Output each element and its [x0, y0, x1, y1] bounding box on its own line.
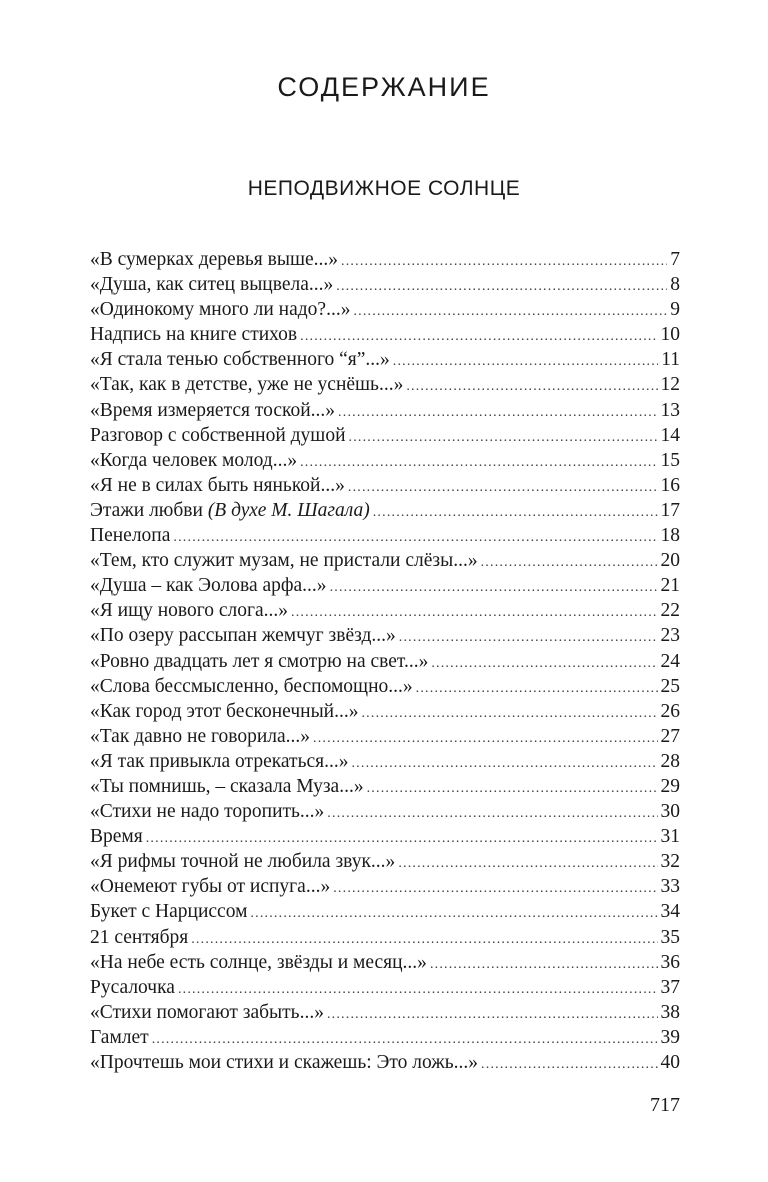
toc-entry[interactable]	[90, 347, 680, 372]
toc-dot-leader	[336, 274, 667, 297]
toc-entry[interactable]	[90, 1000, 680, 1025]
toc-dot-leader	[300, 450, 657, 473]
toc-entry[interactable]	[90, 699, 680, 724]
toc-entry-title	[90, 448, 300, 473]
toc-entry-title-text: «На небе есть солнце, звёзды и месяц...»	[90, 951, 427, 973]
toc-dot-leader	[152, 1027, 658, 1050]
toc-entry-title	[90, 975, 178, 1000]
toc-entry-title-text: «Душа – как Эолова арфа...»	[90, 575, 327, 597]
table-of-contents	[90, 247, 680, 1075]
toc-entry[interactable]	[90, 372, 680, 397]
toc-entry[interactable]	[90, 674, 680, 699]
toc-entry-title-text: «Так, как в детстве, уже не уснёшь...»	[90, 374, 404, 396]
toc-entry-title	[90, 774, 367, 799]
toc-entry-title-text: «Я не в силах быть нянькой...»	[90, 474, 345, 496]
toc-dot-leader	[330, 575, 658, 598]
toc-dot-leader	[399, 625, 658, 648]
toc-entry-title	[90, 799, 327, 824]
toc-entry-title	[90, 925, 191, 950]
toc-entry-page: 20	[660, 550, 680, 572]
toc-entry[interactable]	[90, 950, 680, 975]
toc-dot-leader	[300, 324, 657, 347]
toc-entry-page: 28	[660, 750, 680, 772]
toc-dot-leader	[373, 500, 658, 523]
toc-entry-title	[90, 247, 341, 272]
toc-entry-page: 10	[660, 324, 680, 346]
toc-entry[interactable]	[90, 322, 680, 347]
toc-entry-title-text: «Я стала тенью собственного “я”...»	[90, 349, 390, 371]
toc-entry-title-text: «Так давно не говорила...»	[90, 725, 311, 747]
toc-dot-leader	[430, 952, 658, 975]
toc-entry-page: 14	[660, 424, 680, 446]
page-number: 717	[650, 1094, 680, 1116]
toc-entry[interactable]	[90, 448, 680, 473]
toc-dot-leader	[327, 801, 657, 824]
toc-entry-page: 33	[660, 876, 680, 898]
toc-entry-title	[90, 1050, 481, 1075]
toc-dot-leader	[348, 475, 658, 498]
toc-entry-page: 13	[660, 399, 680, 421]
toc-dot-leader	[406, 374, 657, 397]
toc-entry[interactable]	[90, 1050, 680, 1075]
toc-dot-leader	[327, 1002, 658, 1025]
toc-dot-leader	[173, 525, 657, 548]
toc-entry[interactable]	[90, 724, 680, 749]
toc-entry-title-text: «Онемеют губы от испуга...»	[90, 876, 331, 898]
toc-entry-page: 16	[660, 474, 680, 496]
toc-entry-page: 35	[660, 926, 680, 948]
toc-entry-page: 30	[660, 801, 680, 823]
toc-dot-leader	[146, 826, 658, 849]
toc-entry-title-text: «Я ищу нового слога...»	[90, 600, 289, 622]
toc-entry-page: 22	[660, 600, 680, 622]
toc-entry-page: 21	[660, 575, 680, 597]
toc-entry[interactable]	[90, 398, 680, 423]
toc-entry[interactable]	[90, 272, 680, 297]
toc-dot-leader	[431, 651, 657, 674]
toc-entry[interactable]	[90, 849, 680, 874]
toc-entry-title-text: 21 сентября	[90, 926, 189, 948]
toc-dot-leader	[313, 726, 657, 749]
toc-entry-title	[90, 950, 430, 975]
toc-dot-leader	[361, 701, 657, 724]
toc-entry-page: 32	[660, 851, 680, 873]
toc-dot-leader	[481, 550, 658, 573]
toc-entry-title-text: «Тем, кто служит музам, не пристали слёзы...»	[90, 550, 478, 572]
toc-dot-leader	[333, 876, 657, 899]
toc-entry-page: 26	[660, 700, 680, 722]
toc-entry-title	[90, 724, 313, 749]
toc-entry[interactable]	[90, 799, 680, 824]
toc-entry-title-text: Букет с Нарциссом	[90, 901, 248, 923]
toc-entry[interactable]	[90, 523, 680, 548]
toc-dot-leader	[416, 676, 658, 699]
toc-entry[interactable]	[90, 247, 680, 272]
toc-entry[interactable]	[90, 749, 680, 774]
toc-entry-title	[90, 598, 291, 623]
toc-entry-title	[90, 548, 481, 573]
toc-dot-leader	[338, 400, 657, 423]
toc-entry-title	[90, 573, 330, 598]
toc-entry[interactable]	[90, 824, 680, 849]
toc-entry-title-text: «Стихи не надо торопить...»	[90, 801, 325, 823]
toc-entry-page: 29	[660, 775, 680, 797]
toc-entry-page: 11	[661, 349, 680, 371]
toc-entry-page: 23	[660, 625, 680, 647]
toc-entry-title	[90, 699, 361, 724]
toc-entry-title-text: «В сумерках деревья выше...»	[90, 249, 339, 270]
toc-entry-title-text: «Ты помнишь, – сказала Муза...»	[90, 775, 364, 797]
toc-entry-page: 25	[660, 675, 680, 697]
toc-entry[interactable]	[90, 774, 680, 799]
toc-entry-page: 37	[660, 976, 680, 998]
toc-entry-title-text: «По озеру рассыпан жемчуг звёзд...»	[90, 625, 396, 647]
toc-entry-title	[90, 372, 406, 397]
toc-dot-leader	[393, 349, 658, 372]
toc-entry-title	[90, 899, 250, 924]
toc-entry[interactable]	[90, 649, 680, 674]
toc-entry-title-text: «Время измеряется тоской...»	[90, 399, 336, 421]
toc-dot-leader	[250, 901, 657, 924]
toc-entry[interactable]	[90, 925, 680, 950]
toc-entry-title	[90, 1000, 327, 1025]
toc-entry-title	[90, 322, 300, 347]
toc-entry-title	[90, 473, 348, 498]
toc-entry-title	[90, 297, 353, 322]
toc-dot-leader	[341, 249, 667, 272]
toc-dot-leader	[291, 600, 657, 623]
toc-dot-leader	[349, 425, 658, 448]
toc-entry-page: 9	[670, 299, 680, 321]
toc-dot-leader	[351, 751, 657, 774]
toc-entry-title-text: «Когда человек молод...»	[90, 449, 298, 471]
toc-entry-title-text: Русалочка	[90, 976, 175, 998]
toc-entry-title	[90, 1025, 152, 1050]
toc-entry-page: 7	[670, 249, 680, 270]
toc-entry-page: 24	[660, 650, 680, 672]
toc-entry[interactable]	[90, 297, 680, 322]
toc-entry-title-text: Надпись на книге стихов	[90, 324, 298, 346]
toc-entry-title	[90, 623, 399, 648]
toc-entry-page: 38	[660, 1001, 680, 1023]
toc-entry-title	[90, 649, 431, 674]
toc-entry-page: 15	[660, 449, 680, 471]
toc-entry[interactable]	[90, 899, 680, 924]
toc-entry-page: 31	[660, 826, 680, 848]
toc-entry-page: 18	[660, 525, 680, 547]
toc-dot-leader	[398, 851, 657, 874]
toc-entry-title-text: «Одинокому много ли надо?...»	[90, 299, 351, 321]
toc-entry-title-text: «Душа, как ситец выцвела...»	[90, 274, 334, 296]
toc-entry[interactable]	[90, 623, 680, 648]
toc-entry-title	[90, 824, 146, 849]
toc-entry[interactable]	[90, 498, 680, 523]
toc-entry[interactable]	[90, 548, 680, 573]
page-title: СОДЕРЖАНИЕ	[277, 72, 491, 102]
toc-entry-title-text: «Прочтешь мои стихи и скажешь: Это ложь...»	[90, 1052, 479, 1073]
toc-entry-title-text: Пенелопа	[90, 525, 171, 547]
toc-dot-leader	[367, 776, 658, 799]
toc-entry[interactable]	[90, 874, 680, 899]
toc-entry-title	[90, 674, 416, 699]
toc-dot-leader	[481, 1052, 657, 1075]
toc-entry-title	[90, 749, 351, 774]
toc-entry-title-text: «Как город этот бесконечный...»	[90, 700, 359, 722]
toc-entry[interactable]	[90, 1025, 680, 1050]
section-title: НЕПОДВИЖНОЕ СОЛНЦЕ	[247, 177, 521, 200]
toc-entry-title-text: «Ровно двадцать лет я смотрю на свет...»	[90, 650, 429, 672]
toc-entry-title	[90, 272, 336, 297]
toc-dot-leader	[353, 299, 667, 322]
toc-entry-title	[90, 498, 373, 523]
toc-entry-title	[90, 849, 398, 874]
toc-entry-title	[90, 398, 338, 423]
toc-entry-title-text: Этажи любви	[90, 499, 203, 521]
toc-entry[interactable]	[90, 423, 680, 448]
toc-entry-page: 8	[670, 274, 680, 296]
toc-entry[interactable]	[90, 598, 680, 623]
toc-dot-leader	[178, 977, 658, 1000]
toc-entry-page: 36	[660, 951, 680, 973]
toc-entry[interactable]	[90, 573, 680, 598]
toc-entry-title-text: Разговор с собственной душой	[90, 424, 346, 446]
toc-entry[interactable]	[90, 473, 680, 498]
toc-entry-page: 27	[660, 725, 680, 747]
toc-entry-note: (В духе М. Шагала)	[207, 499, 370, 521]
toc-entry-title-text: «Стихи помогают забыть...»	[90, 1001, 324, 1023]
toc-entry-page: 40	[660, 1052, 680, 1073]
toc-entry-title-text: Время	[90, 826, 143, 848]
toc-entry-page: 34	[660, 901, 680, 923]
toc-entry-title	[90, 347, 393, 372]
toc-entry-page: 39	[660, 1026, 680, 1048]
toc-entry-title-text: «Я рифмы точной не любила звук...»	[90, 851, 396, 873]
toc-entry-title-text: «Слова бессмысленно, беспомощно...»	[90, 675, 413, 697]
toc-entry-title-text: «Я так привыкла отрекаться...»	[90, 750, 349, 772]
toc-entry-title-text: Гамлет	[90, 1026, 149, 1048]
toc-entry-title	[90, 423, 349, 448]
toc-entry-title	[90, 523, 173, 548]
toc-entry-page: 12	[660, 374, 680, 396]
toc-entry-title	[90, 874, 333, 899]
toc-dot-leader	[191, 927, 657, 950]
toc-entry-page: 17	[660, 499, 680, 521]
toc-entry[interactable]	[90, 975, 680, 1000]
